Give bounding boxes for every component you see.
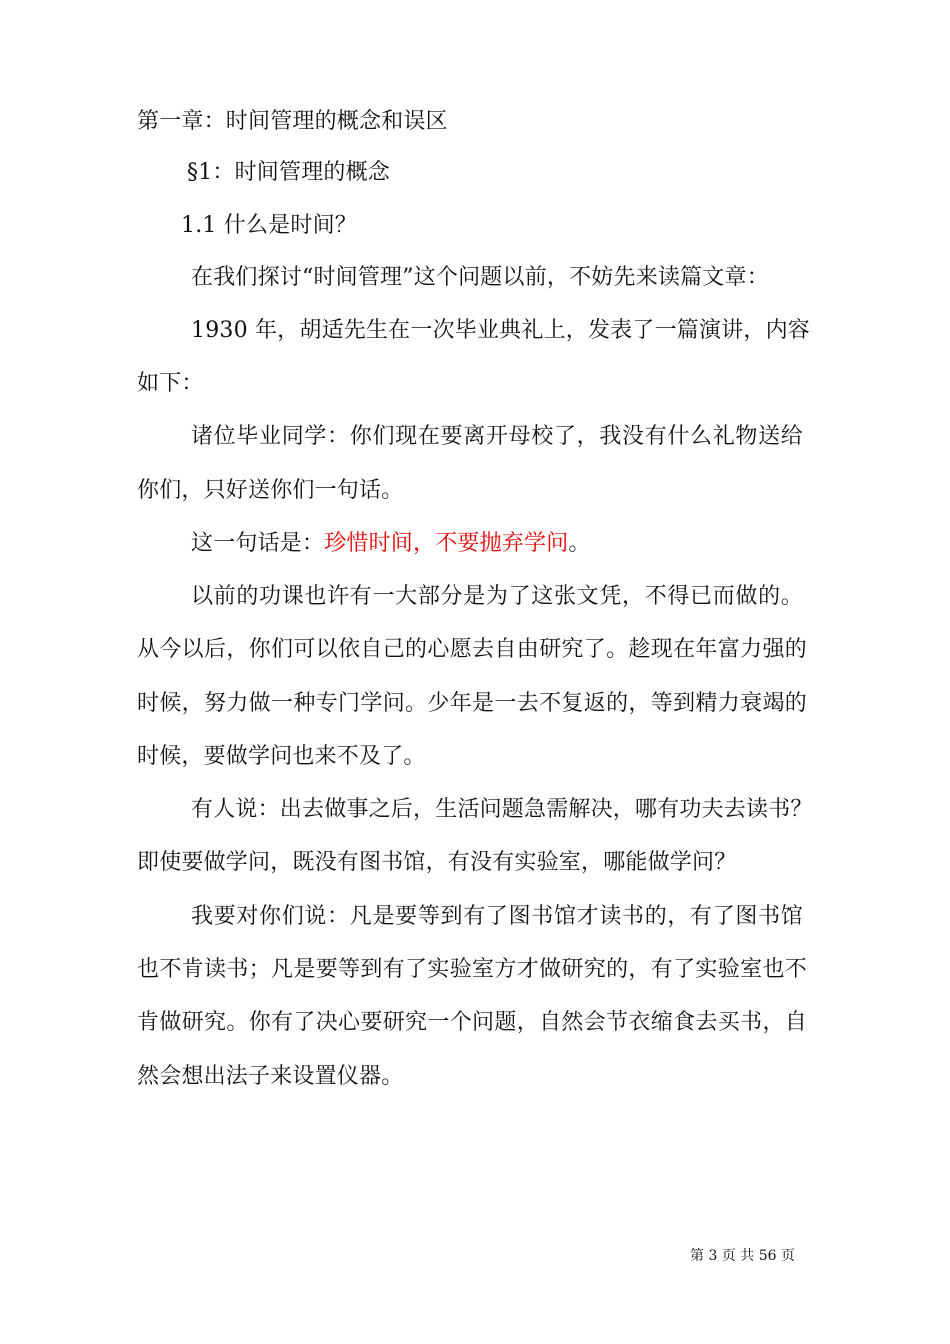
paragraph-line: 也不肯读书；凡是要等到有了实验室方才做研究的，有了实验室也不 — [137, 957, 807, 982]
paragraph-line: 然会想出法子来设置仪器。 — [137, 1064, 404, 1089]
paragraph-line: 从今以后，你们可以依自己的心愿去自由研究了。趁现在年富力强的 — [137, 637, 807, 662]
highlighted-quote: 珍惜时间，不要抛弃学问 — [324, 531, 569, 556]
paragraph-line: 在我们探讨“时间管理”这个问题以前，不妨先来读篇文章： — [191, 265, 769, 290]
paragraph-line: 如下： — [137, 371, 204, 396]
paragraph-line: 以前的功课也许有一大部分是为了这张文凭，不得已而做的。 — [191, 584, 803, 609]
subsection-title: 1.1 什么是时间？ — [181, 213, 357, 238]
paragraph-line: 我要对你们说：凡是要等到有了图书馆才读书的，有了图书馆 — [191, 904, 803, 929]
section-title: §1：时间管理的概念 — [187, 160, 390, 185]
paragraph-line: 有人说：出去做事之后，生活问题急需解决，哪有功夫去读书？ — [191, 797, 813, 822]
quote-suffix: 。 — [568, 531, 591, 556]
paragraph-line: 肯做研究。你有了决心要研究一个问题，自然会节衣缩食去买书，自 — [137, 1010, 807, 1035]
quote-paragraph — [191, 529, 861, 559]
paragraph-line: 诸位毕业同学：你们现在要离开母校了，我没有什么礼物送给 — [191, 424, 803, 449]
paragraph-line: 1930 年，胡适先生在一次毕业典礼上，发表了一篇演讲，内容 — [191, 318, 810, 343]
page-number-footer: 第 3 页 共 56 页 — [690, 1248, 795, 1264]
quote-prefix: 这一句话是： — [191, 531, 325, 556]
paragraph-line: 你们，只好送你们一句话。 — [137, 478, 404, 503]
chapter-title: 第一章：时间管理的概念和误区 — [137, 109, 448, 134]
paragraph-line: 时候，努力做一种专门学问。少年是一去不复返的，等到精力衰竭的 — [137, 691, 807, 716]
paragraph-line: 时候，要做学问也来不及了。 — [137, 744, 426, 769]
paragraph-line: 即使要做学问，既没有图书馆，有没有实验室，哪能做学问？ — [137, 850, 737, 875]
